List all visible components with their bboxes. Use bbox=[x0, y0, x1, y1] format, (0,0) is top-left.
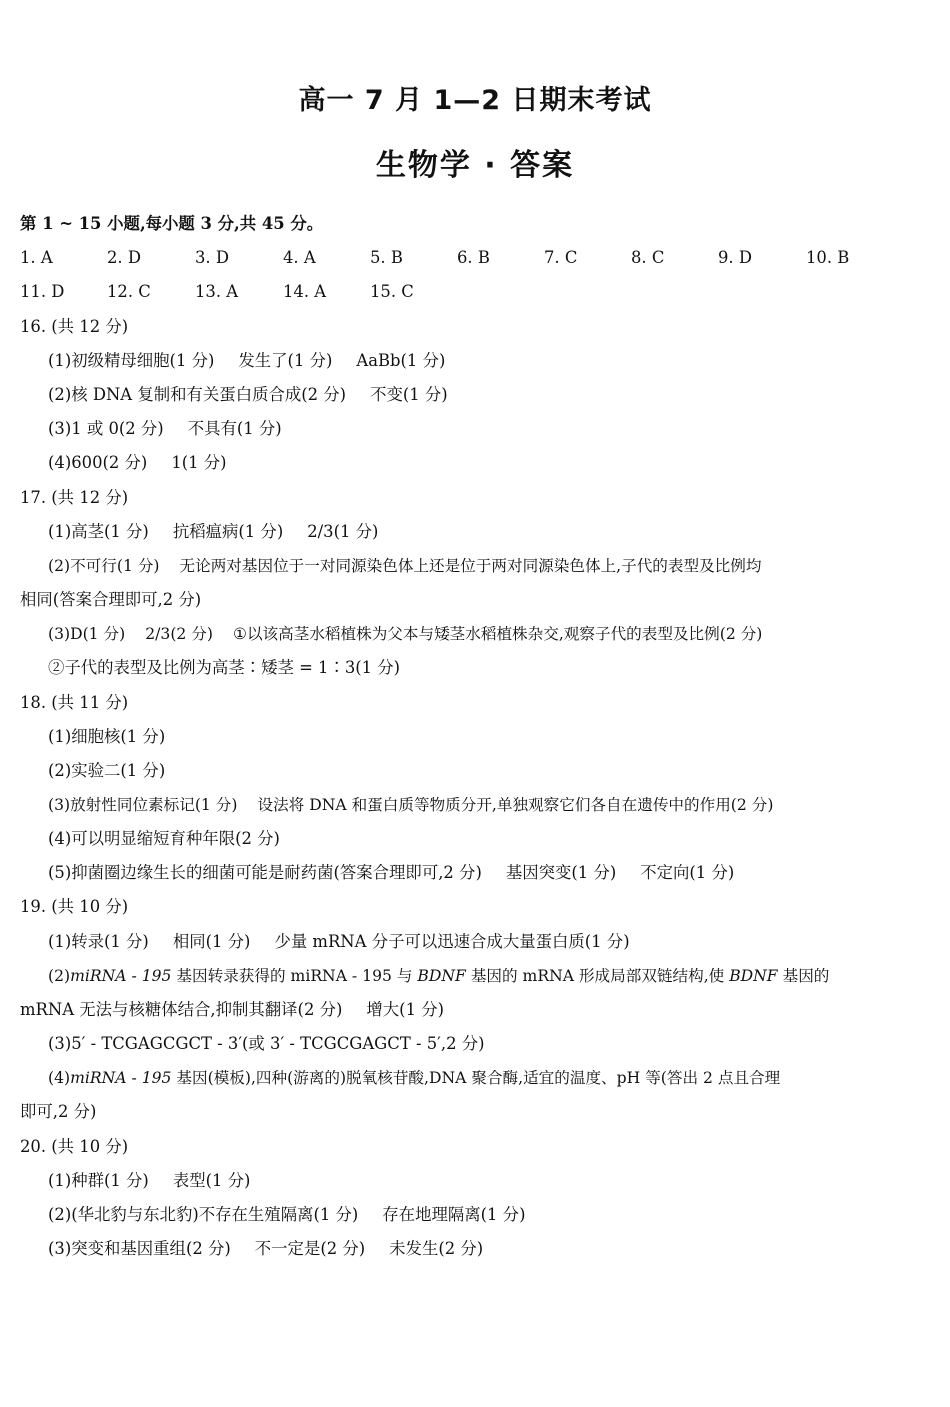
q19-line-2b bbox=[20, 993, 444, 1027]
q16-3-a: (3)1 或 0(2 分) bbox=[48, 419, 164, 438]
q18-3-a: (3)放射性同位素标记(1 分) bbox=[48, 796, 238, 814]
q19-4-prefix: (4) bbox=[48, 1069, 71, 1087]
q20-3-b: 不一定是(2 分) bbox=[254, 1239, 366, 1258]
mc-answer-8: 8. C bbox=[631, 248, 665, 267]
q17-3-c: ①以该高茎水稻植株为父本与矮茎水稻植株杂交,观察子代的表型及比例(2 分) bbox=[232, 625, 763, 643]
q18-line-4: (4)可以明显缩短育种年限(2 分) bbox=[48, 829, 280, 848]
q17-2-a: (2)不可行(1 分) bbox=[48, 557, 160, 575]
q19-2-mid1: 基因转录获得的 miRNA - 195 与 bbox=[171, 967, 418, 985]
q19-line-4a bbox=[48, 1061, 780, 1095]
q16-4-b: 1(1 分) bbox=[171, 453, 227, 472]
q19-line-4b: 即可,2 分) bbox=[20, 1102, 97, 1121]
mc-answer-1: 1. A bbox=[20, 248, 53, 267]
q17-line-1 bbox=[48, 515, 378, 549]
q19-2-bdnf-1: BDNF bbox=[417, 967, 466, 985]
q18-line-2: (2)实验二(1 分) bbox=[48, 761, 166, 780]
q19-header: 19. (共 10 分) bbox=[20, 897, 129, 916]
mc-answer-6: 6. B bbox=[457, 248, 490, 267]
q16-1-c: AaBb(1 分) bbox=[356, 351, 446, 370]
mc-answer-13: 13. A bbox=[195, 282, 239, 301]
q17-1-c: 2/3(1 分) bbox=[307, 522, 379, 541]
q20-line-3 bbox=[48, 1232, 483, 1266]
q16-1-b: 发生了(1 分) bbox=[238, 351, 333, 370]
q19-2-end: 基因的 bbox=[777, 967, 830, 985]
q20-line-1 bbox=[48, 1164, 250, 1198]
q18-5-a: (5)抑菌圈边缘生长的细菌可能是耐药菌(答案合理即可,2 分) bbox=[48, 863, 482, 882]
q16-line-2 bbox=[48, 378, 448, 412]
q19-1-b: 相同(1 分) bbox=[172, 932, 251, 951]
q18-3-b: 设法将 DNA 和蛋白质等物质分开,单独观察它们各自在遗传中的作用(2 分) bbox=[257, 796, 774, 814]
mc-answer-14: 14. A bbox=[283, 282, 327, 301]
mc-answer-4: 4. A bbox=[283, 248, 316, 267]
q17-header: 17. (共 12 分) bbox=[20, 488, 129, 507]
q19-1-c: 少量 mRNA 分子可以迅速合成大量蛋白质(1 分) bbox=[274, 932, 630, 951]
mc-answer-10: 10. B bbox=[806, 248, 850, 267]
q17-2-b: 无论两对基因位于一对同源染色体上还是位于两对同源染色体上,子代的表型及比例均 bbox=[179, 557, 762, 575]
q17-1-a: (1)高茎(1 分) bbox=[48, 522, 149, 541]
page-title: 高一 7 月 1—2 日期末考试 bbox=[298, 85, 652, 116]
q16-line-4 bbox=[48, 446, 227, 480]
q18-5-c: 不定向(1 分) bbox=[640, 863, 735, 882]
q16-2-a: (2)核 DNA 复制和有关蛋白质合成(2 分) bbox=[48, 385, 347, 404]
q17-line-4: ②子代的表型及比例为高茎∶矮茎 = 1∶3(1 分) bbox=[48, 658, 401, 677]
q17-3-b: 2/3(2 分) bbox=[145, 625, 213, 643]
q20-3-c: 未发生(2 分) bbox=[389, 1239, 484, 1258]
q19-line-2a bbox=[48, 959, 829, 993]
q20-3-a: (3)突变和基因重组(2 分) bbox=[48, 1239, 231, 1258]
q19-4-gene: miRNA - 195 bbox=[70, 1069, 172, 1087]
q19-2-prefix: (2) bbox=[48, 967, 71, 985]
q19-2-gene: miRNA - 195 bbox=[70, 967, 172, 985]
q17-line-2a bbox=[48, 549, 761, 583]
q16-header: 16. (共 12 分) bbox=[20, 317, 129, 336]
q20-line-2 bbox=[48, 1198, 525, 1232]
q19-line-3: (3)5′ - TCGAGCGCT - 3′(或 3′ - TCGCGAGCT - 5′,2 分) bbox=[48, 1034, 485, 1053]
q16-line-3 bbox=[48, 412, 282, 446]
q17-1-b: 抗稻瘟病(1 分) bbox=[172, 522, 284, 541]
q17-line-2b: 相同(答案合理即可,2 分) bbox=[20, 590, 202, 609]
mc-answer-15: 15. C bbox=[370, 282, 414, 301]
q18-header: 18. (共 11 分) bbox=[20, 693, 129, 712]
q18-line-1: (1)细胞核(1 分) bbox=[48, 727, 166, 746]
q20-2-a: (2)(华北豹与东北豹)不存在生殖隔离(1 分) bbox=[48, 1205, 359, 1224]
q20-2-b: 存在地理隔离(1 分) bbox=[382, 1205, 526, 1224]
mc-answer-3: 3. D bbox=[195, 248, 229, 267]
q19-2-bdnf-2: BDNF bbox=[729, 967, 778, 985]
q18-line-5 bbox=[48, 856, 734, 890]
mc-header: 第 1 ~ 15 小题,每小题 3 分,共 45 分。 bbox=[20, 214, 324, 233]
q17-line-3 bbox=[48, 617, 762, 651]
mc-answer-9: 9. D bbox=[718, 248, 752, 267]
q20-1-a: (1)种群(1 分) bbox=[48, 1171, 149, 1190]
page-subtitle: 生物学 · 答案 bbox=[375, 148, 575, 183]
q18-line-3 bbox=[48, 788, 773, 822]
q19-2-mid2: 基因的 mRNA 形成局部双链结构,使 bbox=[465, 967, 730, 985]
q19-4-end: 基因(模板),四种(游离的)脱氧核苷酸,DNA 聚合酶,适宜的温度、pH 等(答出 2 点且合理 bbox=[171, 1069, 781, 1087]
q19-1-a: (1)转录(1 分) bbox=[48, 932, 149, 951]
mc-answer-11: 11. D bbox=[20, 282, 65, 301]
q20-header: 20. (共 10 分) bbox=[20, 1137, 129, 1156]
q16-4-a: (4)600(2 分) bbox=[48, 453, 148, 472]
q18-5-b: 基因突变(1 分) bbox=[505, 863, 617, 882]
q17-3-a: (3)D(1 分) bbox=[48, 625, 126, 643]
q16-1-a: (1)初级精母细胞(1 分) bbox=[48, 351, 215, 370]
mc-answer-5: 5. B bbox=[370, 248, 403, 267]
q16-line-1 bbox=[48, 344, 445, 378]
mc-answer-12: 12. C bbox=[107, 282, 151, 301]
mc-answer-2: 2. D bbox=[107, 248, 141, 267]
q19-2b-a: mRNA 无法与核糖体结合,抑制其翻译(2 分) bbox=[20, 1000, 343, 1019]
mc-answer-7: 7. C bbox=[544, 248, 578, 267]
q16-2-b: 不变(1 分) bbox=[370, 385, 448, 404]
q19-line-1 bbox=[48, 925, 630, 959]
q20-1-b: 表型(1 分) bbox=[172, 1171, 251, 1190]
q16-3-b: 不具有(1 分) bbox=[187, 419, 282, 438]
q19-2b-b: 增大(1 分) bbox=[366, 1000, 444, 1019]
